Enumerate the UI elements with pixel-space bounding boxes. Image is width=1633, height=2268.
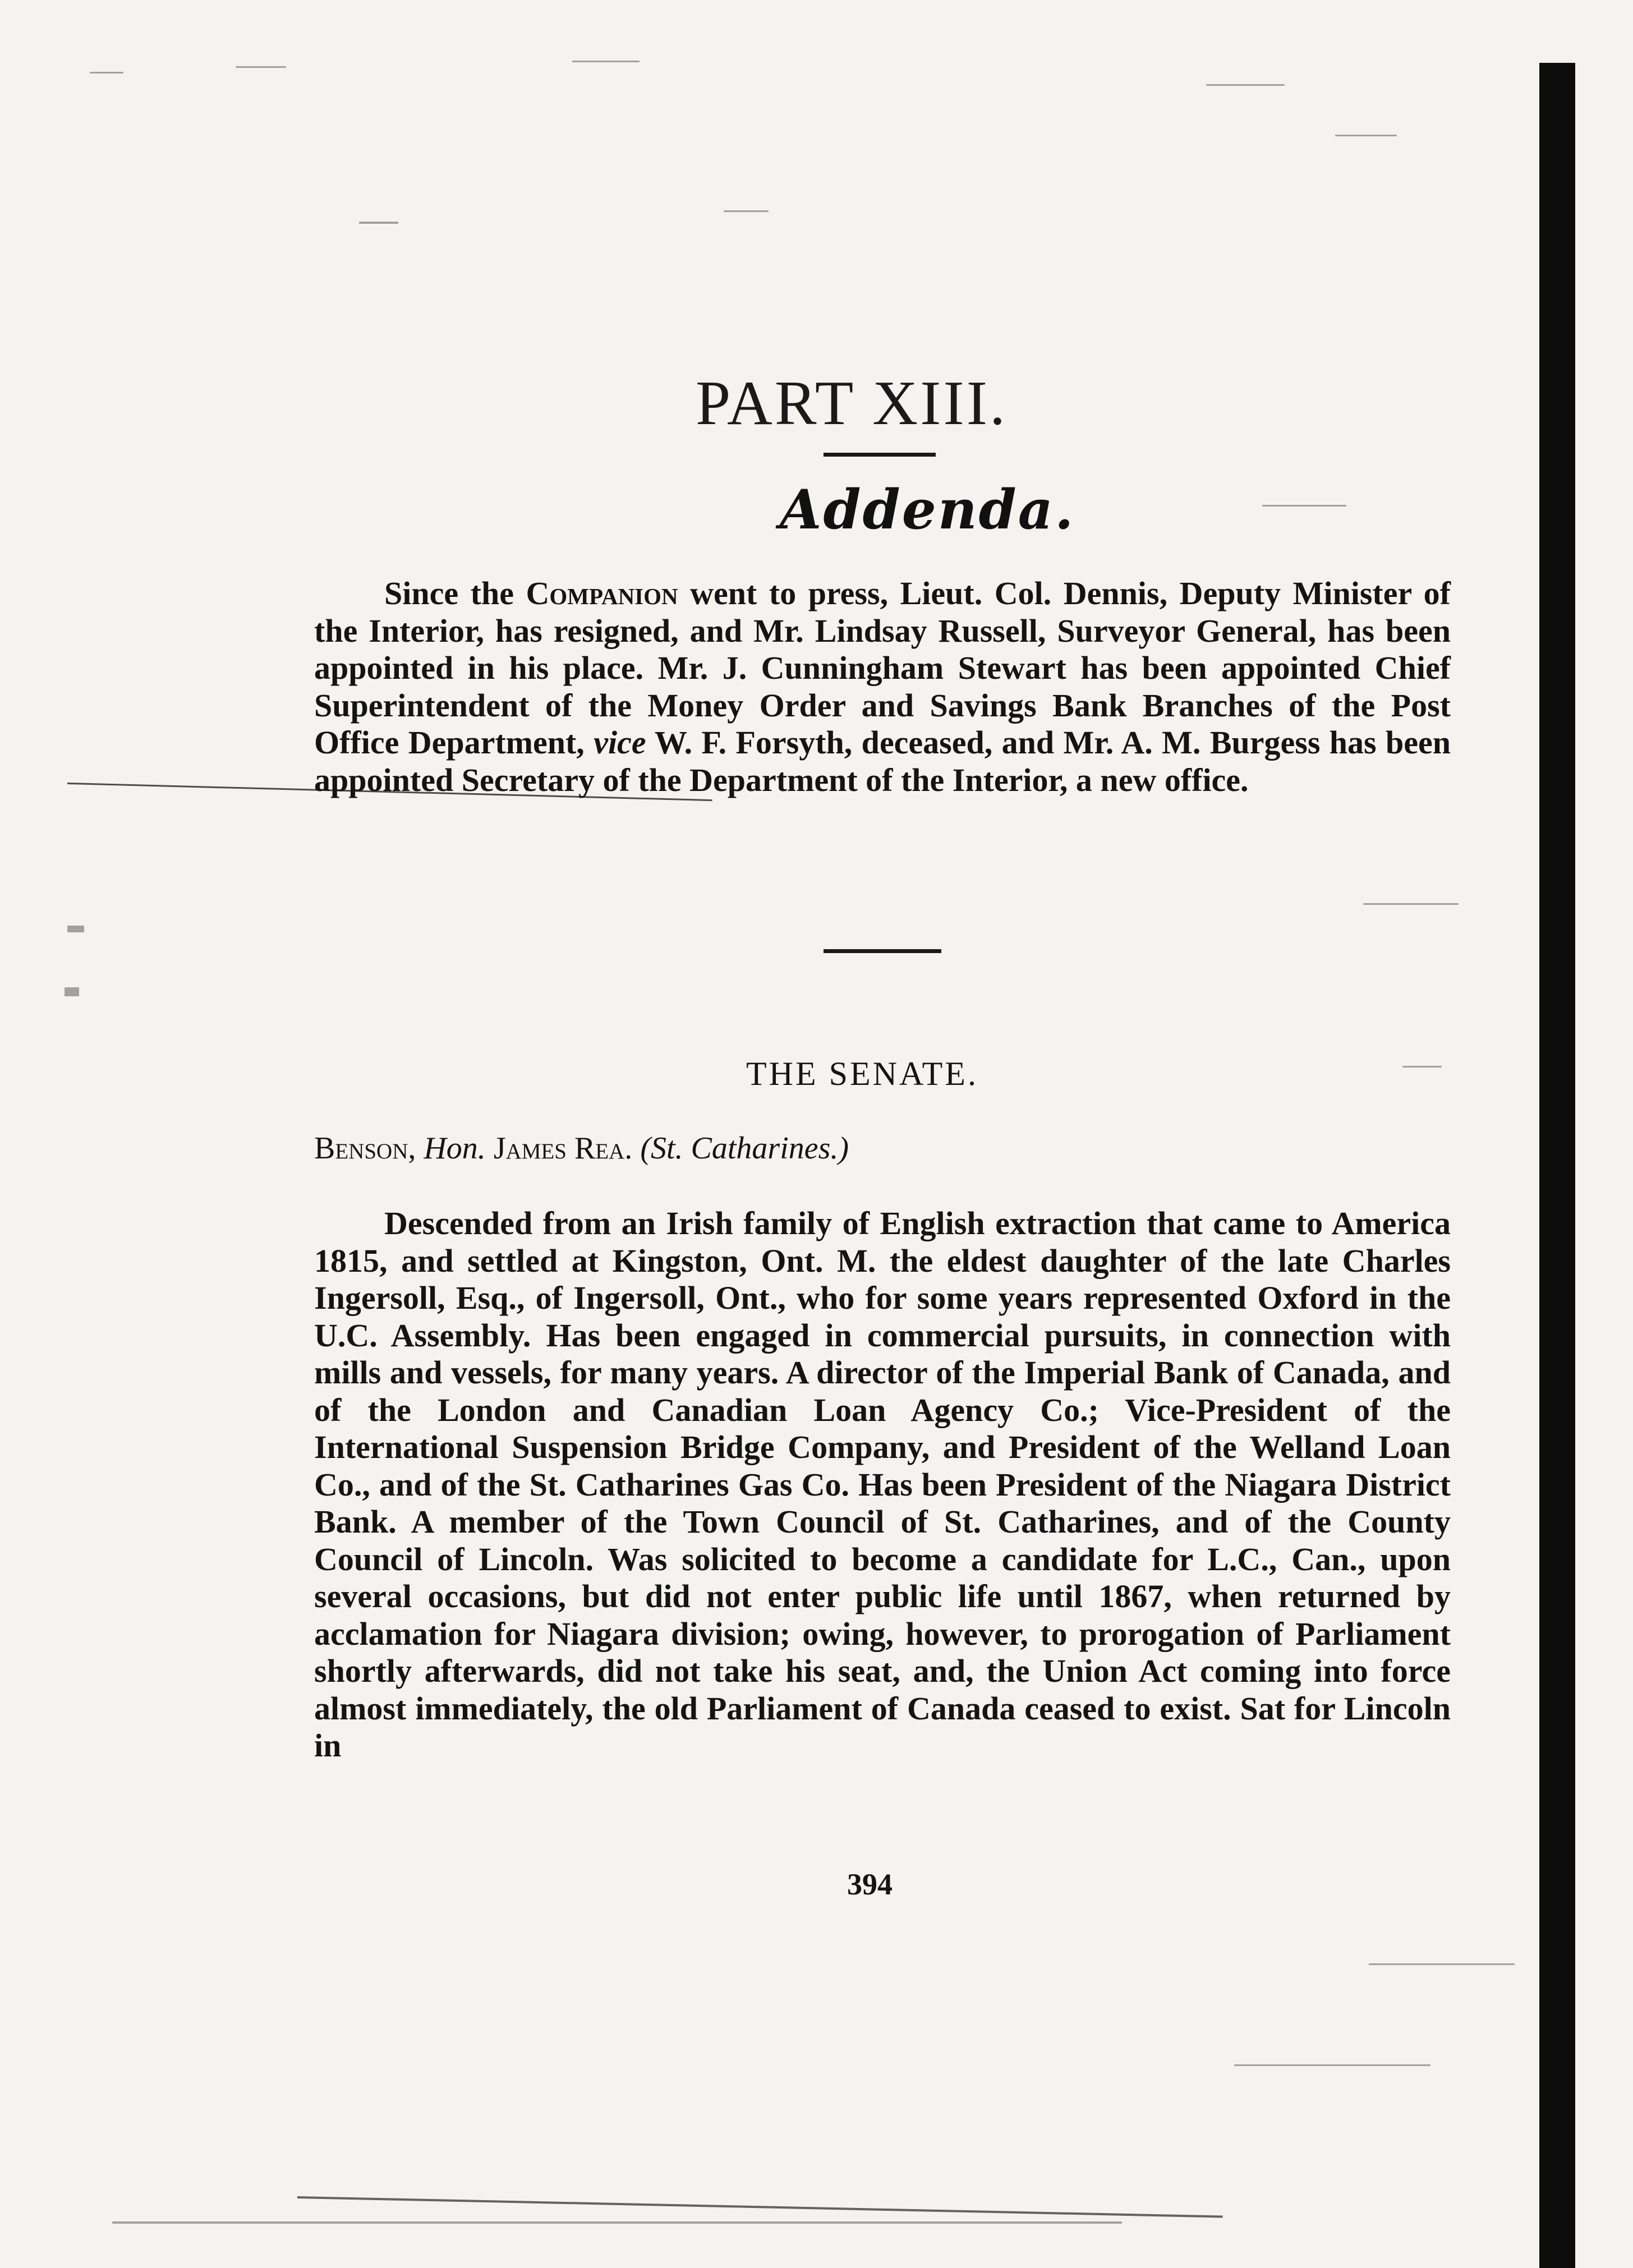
scan-speck xyxy=(90,72,123,73)
scan-speck xyxy=(112,2221,1122,2224)
scan-speck xyxy=(1262,505,1346,507)
section-divider xyxy=(824,949,941,953)
scan-speck xyxy=(1369,1963,1515,1965)
section-heading: THE SENATE. xyxy=(746,1055,978,1092)
entry-honorific: Hon. xyxy=(424,1131,486,1166)
scan-speck xyxy=(572,61,640,62)
part-title: PART XIII. xyxy=(696,369,1008,438)
scan-speck xyxy=(65,987,79,996)
scan-speck xyxy=(359,222,398,224)
entry-body xyxy=(314,1205,1451,1765)
addenda-vice: vice xyxy=(594,724,646,761)
scan-edge-bar xyxy=(1539,63,1575,2268)
scan-speck xyxy=(724,210,769,212)
scan-speck xyxy=(67,926,84,932)
addenda-heading: Addenda. xyxy=(780,478,1075,541)
entry-names: James Rea. xyxy=(493,1131,633,1166)
entry-location: (St. Catharines.) xyxy=(640,1131,849,1166)
scan-speck xyxy=(1206,84,1285,86)
entry-body-text: Descended from an Irish family of English extraction that came to America 1815, and settled at Kingston, Ont. M. the eldest daughter of the late Charles Ingersoll, Esq., of Ingersoll, Ont., who for some years represented Oxford in the U.C. Assembly. Has been engaged in commercial pursuits, in connection with mills and vessels, for many years. A director of the Imperial Bank of Canada, and of the London and Canadian Loan Agency Co.; Vice-President of the International Suspension Bridge Company, and President of the Welland Loan Co., and of the St. Catharines Gas Co. Has been President of the Niagara District Bank. A member of the Town Council of St. Catharines, and of the County Council of Lincoln. Was solicited to become a candidate for L.C., Can., upon several occasions, but did not enter public life until 1867, when returned by acclamation for Niagara division; owing, however, to prorogation of Parliament shortly afterwards, did not take his seat, and, the Union Act coming into force almost immediately, the old Parliament of Canada ceased to exist. Sat for Lincoln in xyxy=(314,1205,1451,1764)
entry-surname: Benson, xyxy=(314,1131,416,1166)
title-rule xyxy=(824,453,936,457)
page-number: 394 xyxy=(847,1867,893,1901)
scan-speck xyxy=(1234,2064,1430,2066)
addenda-text-end: W. F. Forsyth, deceased, and Mr. A. M. Burgess has been appointed Secretary of the Department of the Interior, a new office. xyxy=(314,724,1451,798)
bottom-pencil-stroke xyxy=(297,2196,1223,2218)
addenda-text-start: Since the xyxy=(384,575,526,611)
entry-heading xyxy=(314,1130,849,1166)
scan-speck xyxy=(1402,1066,1442,1068)
addenda-paragraph xyxy=(314,575,1451,799)
scan-speck xyxy=(1363,903,1459,905)
addenda-text-middle: went to press, Lieut. Col. Dennis, Deputy Minister of the Interior, has resigned, and Mr. Lindsay Russell, Surveyor General, has been appointed in his place. Mr. J. Cunningham Stewart has been appointed Chief Superintendent of the Money Order and Savings Bank Branches of the Post Office Department, xyxy=(314,575,1451,761)
scan-speck xyxy=(236,66,286,68)
addenda-company: Companion xyxy=(526,575,678,611)
scan-speck xyxy=(1335,135,1397,136)
